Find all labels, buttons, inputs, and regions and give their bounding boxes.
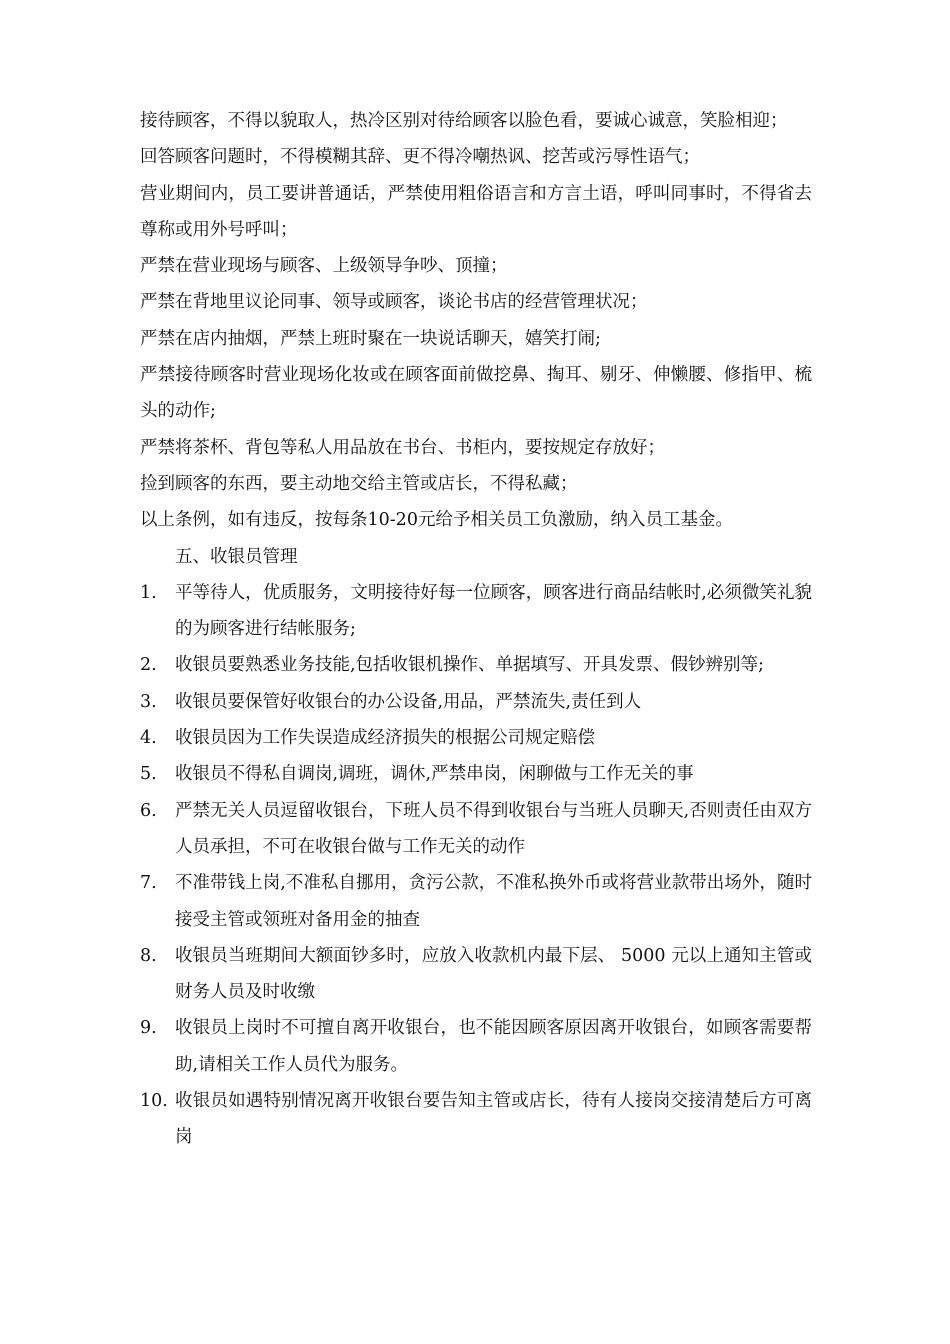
list-item-text: 收银员要熟悉业务技能,包括收银机操作、单据填写、开具发票、假钞辨别等;: [175, 655, 764, 676]
list-item: [140, 865, 812, 938]
rule-paragraph: 严禁接待顾客时营业现场化妆或在顾客面前做挖鼻、掏耳、剔牙、伸懒腰、修指甲、梳头的动作;: [140, 365, 812, 422]
list-item-text: 收银员不得私自调岗,调班，调休,严禁串岗，闲聊做与工作无关的事: [175, 764, 694, 785]
list-item-number: 9.: [140, 1018, 157, 1039]
list-item-text: 收银员因为工作失误造成经济损失的根据公司规定赔偿: [175, 728, 595, 749]
list-item: [140, 647, 812, 683]
rule-paragraph: 捡到顾客的东西，要主动地交给主管或店长，不得私藏；: [140, 473, 578, 494]
list-item-number: 10.: [140, 1091, 168, 1112]
rule-paragraph: 营业期间内，员工要讲普通话，严禁使用粗俗语言和方言土语，呼叫同事时，不得省去尊称或用外号呼叫；: [140, 183, 812, 240]
document-page: [140, 103, 812, 1156]
list-item-text: 收银员当班期间大额面钞多时，应放入收款机内最下层、 5000 元以上通知主管或财务人员及时收缴: [175, 945, 812, 1003]
list-item: [140, 756, 812, 792]
list-item-number: 4.: [140, 728, 157, 749]
list-item: [140, 684, 812, 720]
list-item-number: 5.: [140, 764, 157, 785]
rule-paragraph: 严禁在营业现场与顾客、上级领导争吵、顶撞；: [140, 256, 508, 277]
rule-paragraph: 严禁在店内抽烟，严禁上班时聚在一块说话聊天，嬉笑打闹;: [140, 328, 601, 349]
list-item-text: 收银员上岗时不可擅自离开收银台，也不能因顾客原因离开收银台，如顾客需要帮助,请相关工作人员代为服务。: [175, 1018, 812, 1075]
section-heading: 五、收银员管理: [175, 546, 298, 567]
list-item-number: 6.: [140, 800, 157, 821]
list-item-text: 收银员如遇特别情况离开收银台要告知主管或店长，待有人接岗交接清楚后方可离岗: [175, 1091, 812, 1148]
list-item: [140, 938, 812, 1011]
list-item-number: 2.: [140, 655, 157, 676]
list-item: [140, 793, 812, 866]
list-item-text: 不准带钱上岗,不准私自挪用，贪污公款，不准私换外币或将营业款带出场外，随时接受主管或领班对备用金的抽查: [175, 873, 812, 930]
list-item-number: 3.: [140, 691, 157, 712]
penalty-paragraph: 以上条例，如有违反，按每条10-20元给予相关员工负激励，纳入员工基金。: [140, 510, 733, 531]
list-item-number: 8.: [140, 945, 157, 966]
rule-paragraph: 接待顾客，不得以貌取人，热冷区别对待给顾客以脸色看，要诚心诚意，笑脸相迎；: [140, 111, 788, 131]
rule-paragraph: 严禁将茶杯、背包等私人用品放在书台、书柜内，要按规定存放好；: [140, 437, 665, 458]
rule-paragraph: 回答顾客问题时，不得模糊其辞、更不得冷嘲热讽、挖苦或污辱性语气；: [140, 147, 700, 168]
list-item-number: 1.: [140, 582, 157, 603]
list-item-text: 收银员要保管好收银台的办公设备,用品，严禁流失,责任到人: [175, 691, 642, 712]
rule-paragraph: 严禁在背地里议论同事、领导或顾客，谈论书店的经营管理状况；: [140, 292, 648, 313]
list-item: [140, 1010, 812, 1083]
list-item-text: 平等待人，优质服务，文明接待好每一位顾客，顾客进行商品结帐时,必须微笑礼貌的为顾客进行结帐服务;: [175, 582, 812, 640]
list-item: [140, 575, 812, 648]
list-item: [140, 1083, 812, 1156]
list-item-text: 严禁无关人员逗留收银台，下班人员不得到收银台与当班人员聊天,否则责任由双方人员承担，不可在收银台做与工作无关的动作: [175, 800, 812, 857]
list-item-number: 7.: [140, 873, 157, 894]
list-item: [140, 720, 812, 756]
cashier-rules-list: [140, 575, 812, 1156]
